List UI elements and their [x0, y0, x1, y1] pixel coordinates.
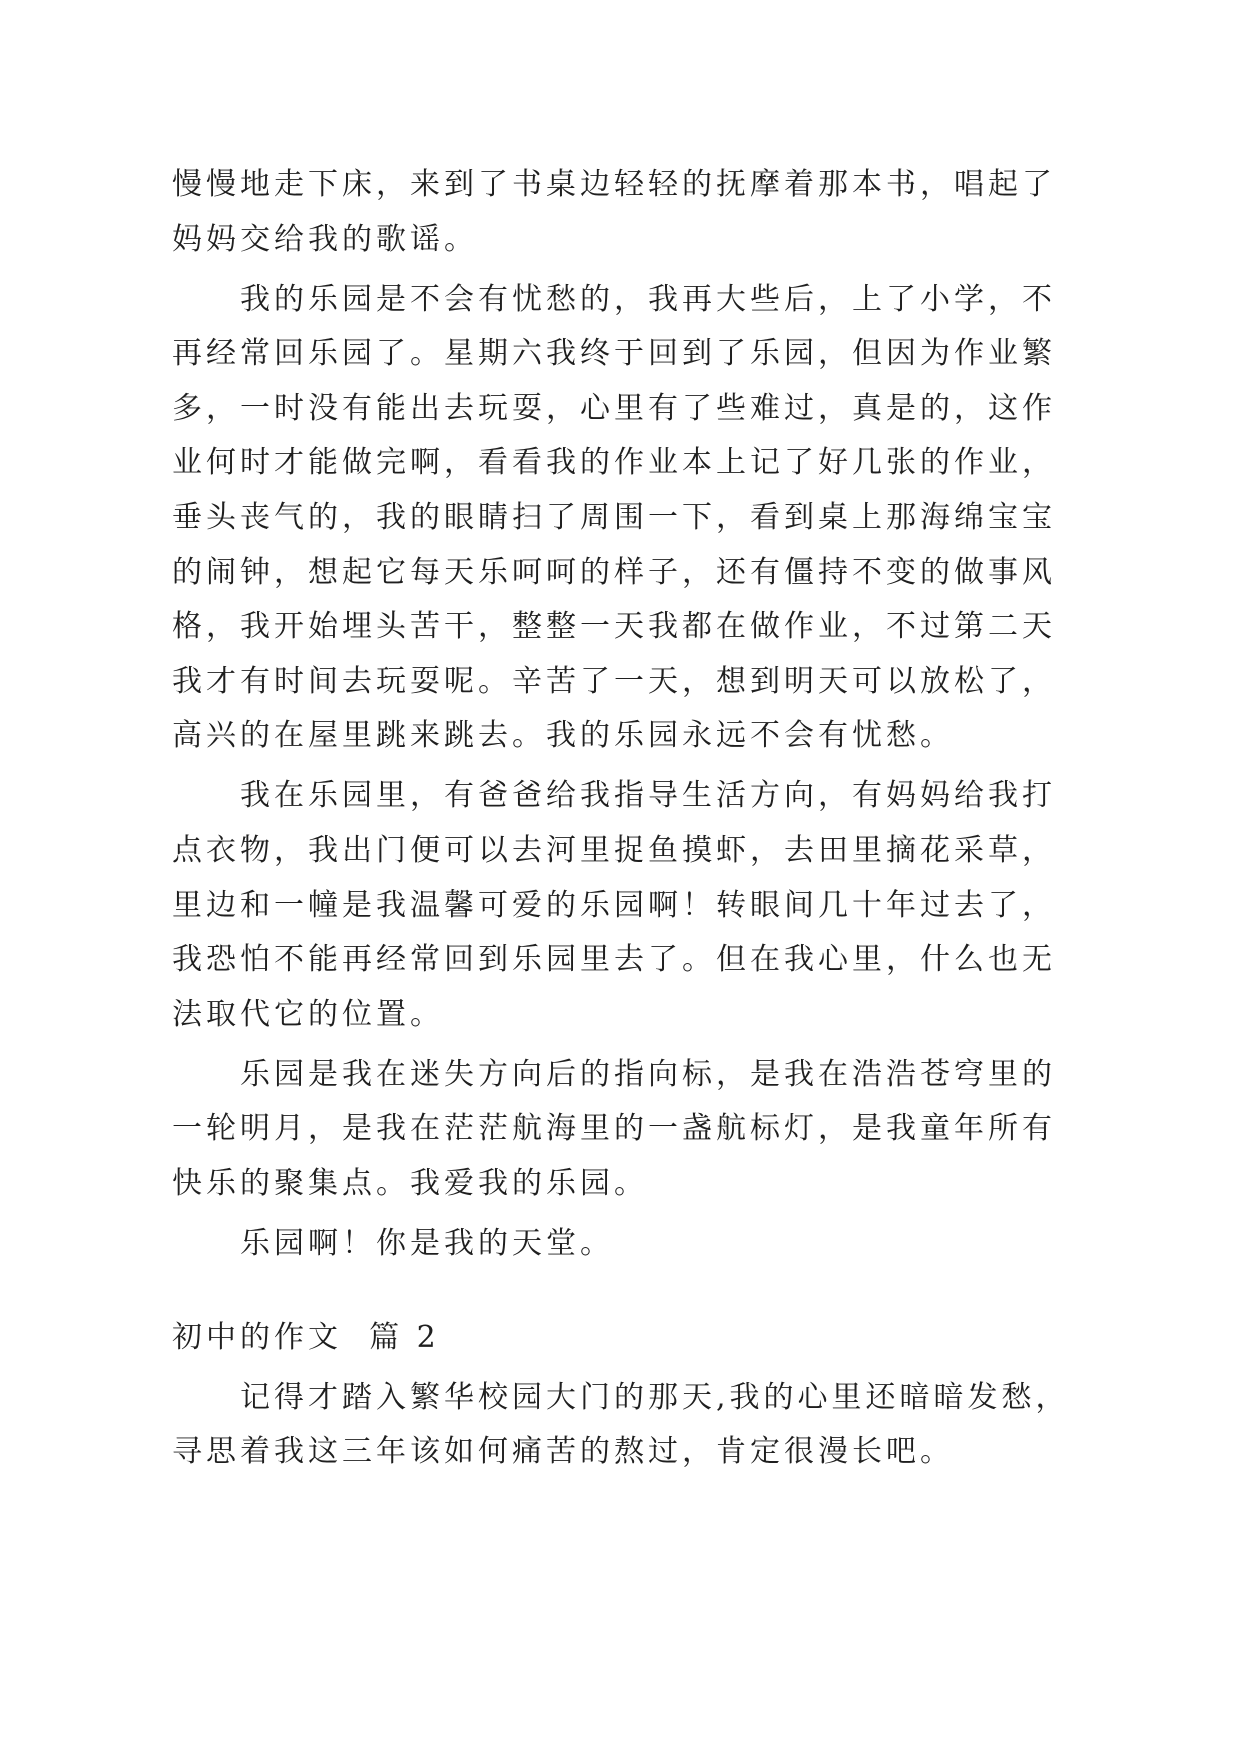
paragraph-line: 多，一时没有能出去玩耍，心里有了些难过，真是的，这作: [172, 390, 1056, 426]
paragraph-line: 业何时才能做完啊，看看我的作业本上记了好几张的作业，: [172, 445, 1056, 481]
paragraph-line: 再经常回乐园了。星期六我终于回到了乐园，但因为作业繁: [172, 336, 1056, 372]
paragraph-line: 里边和一幢是我温馨可爱的乐园啊！转眼间几十年过去了，: [172, 887, 1056, 923]
paragraph: [172, 1048, 1132, 1212]
paragraph: [172, 158, 1132, 267]
paragraph-line: 乐园是我在迷失方向后的指向标，是我在浩浩苍穹里的: [240, 1056, 1056, 1092]
paragraph-line: 乐园啊！你是我的天堂。: [240, 1225, 614, 1261]
paragraph-line: 慢慢地走下床，来到了书桌边轻轻的抚摩着那本书，唱起了: [172, 167, 1056, 202]
paragraph-line: 我才有时间去玩耍呢。辛苦了一天，想到明天可以放松了，: [172, 663, 1056, 699]
section-heading: 初中的作文 篇 2: [172, 1319, 440, 1355]
paragraph-line: 法取代它的位置。: [172, 996, 444, 1032]
paragraph-line: 我恐怕不能再经常回到乐园里去了。但在我心里，什么也无: [172, 942, 1056, 978]
paragraph-line: 的闹钟，想起它每天乐呵呵的样子，还有僵持不变的做事风: [172, 554, 1056, 590]
paragraph-line: 垂头丧气的，我的眼睛扫了周围一下，看到桌上那海绵宝宝: [172, 499, 1056, 535]
paragraph-line: 记得才踏入繁华校园大门的那天,我的心里还暗暗发愁，: [240, 1379, 1070, 1415]
body-text: [172, 158, 1132, 1480]
paragraph: [172, 273, 1132, 764]
paragraph-line: 格，我开始埋头苦干，整整一天我都在做作业，不过第二天: [172, 609, 1056, 645]
paragraph-line: 妈妈交给我的歌谣。: [172, 221, 478, 257]
paragraph-line: 快乐的聚集点。我爱我的乐园。: [172, 1165, 648, 1201]
paragraph-line: 高兴的在屋里跳来跳去。我的乐园永远不会有忧愁。: [172, 718, 954, 754]
paragraph-line: 点衣物，我出门便可以去河里捉鱼摸虾，去田里摘花采草，: [172, 832, 1056, 868]
paragraph: [172, 1371, 1132, 1480]
paragraph: [172, 769, 1132, 1042]
paragraph-line: 寻思着我这三年该如何痛苦的熬过，肯定很漫长吧。: [172, 1434, 954, 1470]
paragraph-line: 一轮明月，是我在茫茫航海里的一盏航标灯，是我童年所有: [172, 1111, 1056, 1147]
paragraph: [172, 1217, 1132, 1272]
paragraph-line: 我在乐园里，有爸爸给我指导生活方向，有妈妈给我打: [240, 778, 1056, 814]
paragraph-line: 我的乐园是不会有忧愁的，我再大些后，上了小学，不: [240, 281, 1056, 317]
